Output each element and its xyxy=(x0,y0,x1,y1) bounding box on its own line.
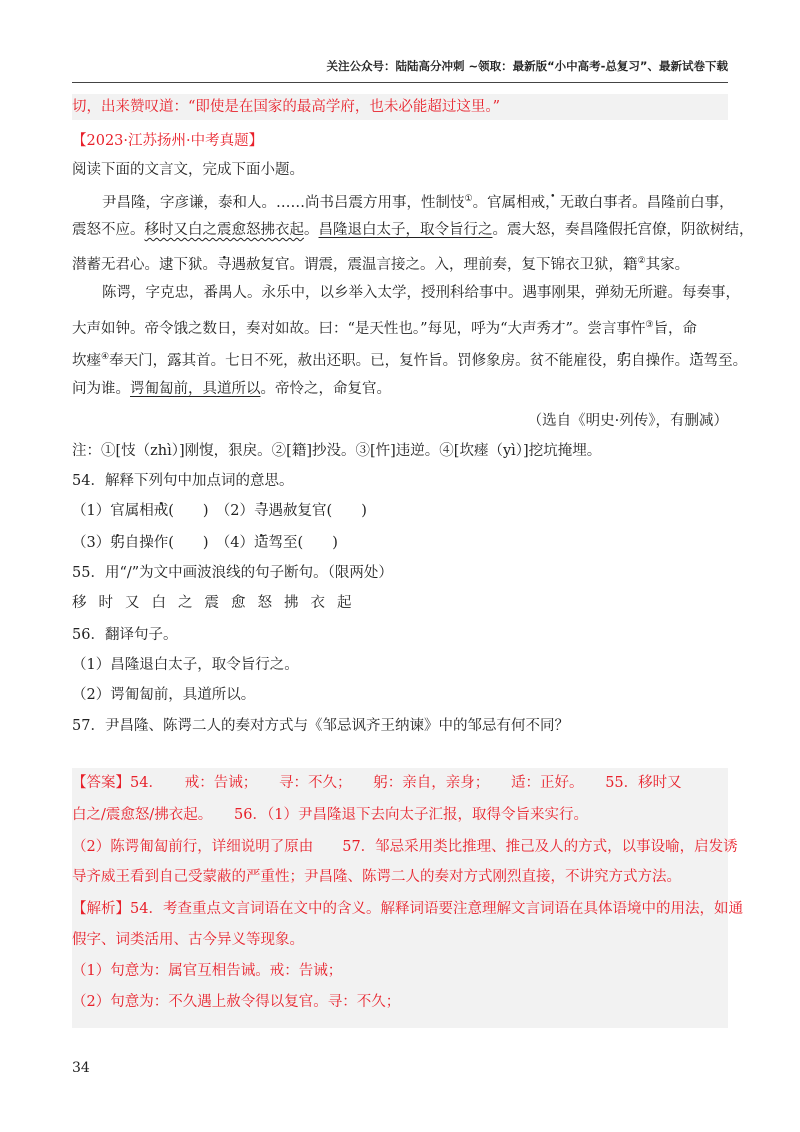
analysis-line1: 【解析】54．考查重点文言词语在文中的含义。解释词语要注意理解文言词语在具体语境中的用法，如通 xyxy=(72,901,743,917)
note-marker: ① xyxy=(464,194,473,204)
passage-p2-line4 xyxy=(72,376,728,402)
passage-p2-line1: 陈谔，字克忠，番禺人。永乐中，以乡举入太学，授刑科给事中。遇事刚果，弹劾无所避。每奏事， xyxy=(102,285,740,301)
text-span: 坎瘗 xyxy=(72,352,101,369)
source-tag: 【2023·江苏扬州·中考真题】 xyxy=(72,133,264,149)
instruction: 阅读下面的文言文，完成下面小题。 xyxy=(72,162,304,178)
question-57: 57．尹昌隆、陈谔二人的奏对方式与《邹忌讽齐王纳谏》中的邹忌有何不同？ xyxy=(72,718,569,734)
passage-source: （选自《明史·列传》，有删减） xyxy=(527,413,728,429)
text-span: 尹昌隆，字彦谦，泰和人。……尚书吕震方用事，性制忮 xyxy=(102,194,465,211)
text-span: （1）官属相 xyxy=(72,503,154,519)
question-54-row1 xyxy=(72,498,728,524)
dotted-word: 戒 xyxy=(530,194,546,211)
question-55-sentence: 移时又白之震愈怒拂衣起 xyxy=(72,595,364,611)
dotted-word: 适 xyxy=(689,352,704,369)
answer-line3: （2）陈谔匍匐前行，详细说明了原由 57．邹忌采用类比推理、推己及人的方式，以事设喻，启发诱 xyxy=(72,839,738,855)
text-span: 震怒不应。 xyxy=(72,222,145,238)
answer-line2: 白之/震愈怒/拂衣起。 56．（1）尹昌隆退下去向太子汇报，取得令旨来实行。 xyxy=(72,807,588,823)
dotted-word: 躬 xyxy=(110,535,125,551)
text-span: 驾至( ) xyxy=(268,535,338,551)
text-span: 潜蓄无君心。逮下狱。 xyxy=(72,256,217,273)
note-marker: ② xyxy=(637,256,646,266)
text-span: 自操作( ) （4） xyxy=(124,535,255,551)
answer-line4: 导齐威王看到自己受蒙蔽的严重性；尹昌隆、陈谔二人的奏对方式刚烈直接，不讲究方式方法。 xyxy=(72,869,681,885)
text-span: 遇赦复官( ) xyxy=(268,503,367,519)
text-span: 。帝怜之，命复官。 xyxy=(260,381,391,397)
question-56: 56．翻译句子。 xyxy=(72,627,178,643)
question-54: 54．解释下列句中加点词的意思。 xyxy=(72,473,294,489)
question-55: 55．用“/”为文中画波浪线的句子断句。（限两处） xyxy=(72,565,393,581)
passage-p2-line2 xyxy=(72,312,728,342)
top-answer-line: 切，出来赞叹道：“即使是在国家的最高学府，也未必能超过这里。” xyxy=(72,99,501,115)
passage-p1-line2 xyxy=(72,217,754,243)
question-56-2: （2）谔匍匐前，具道所以。 xyxy=(72,687,256,703)
analysis-line4: （2）句意为：不久遇上赦令得以复官。寻：不久； xyxy=(72,994,401,1010)
text-span: 驾至。 xyxy=(703,352,748,369)
dotted-word: 戒 xyxy=(153,503,169,519)
text-span: 问为谁。 xyxy=(72,381,130,397)
question-56-1: （1）昌隆退白太子，取令旨行之。 xyxy=(72,657,299,673)
passage-p2-line3 xyxy=(72,344,748,374)
dotted-word: 躬 xyxy=(616,352,632,369)
header-rule xyxy=(72,82,728,83)
note-marker: ③ xyxy=(645,320,654,330)
wavy-underlined-sentence: 移时又白之震愈怒拂衣起 xyxy=(144,222,304,238)
analysis-line2: 假字、词类活用、古今异义等现象。 xyxy=(72,932,304,948)
dotted-word: 寻 xyxy=(217,256,232,273)
passage-p1-line3 xyxy=(72,248,728,278)
question-54-row2 xyxy=(72,530,728,556)
dotted-word: 寻 xyxy=(254,503,269,519)
page-header: 关注公众号：陆陆高分冲刺 ~领取：最新版“小中高考-总复习”、最新试卷下载 xyxy=(326,59,728,73)
answer-line1: 【答案】54． 戒：告诫； 寻：不久； 躬：亲自，亲身； 适：正好。 55．移时又 xyxy=(72,775,682,791)
text-span: 其家。 xyxy=(645,256,690,273)
text-span: 自操作。 xyxy=(631,352,690,369)
text-span: ，无敢白事者。昌隆前白事， xyxy=(545,194,734,211)
text-span: 。震大怒，奏昌隆假托宫僚，阴欲树结， xyxy=(492,222,754,238)
text-span: 遇赦复官。谓震，震温言接之。入，理前奏，复下锦衣卫狱，籍 xyxy=(231,256,638,273)
text-span: 。官属相 xyxy=(472,194,531,211)
page-number: 34 xyxy=(72,1060,90,1076)
passage-p1-line1 xyxy=(72,186,734,216)
text-span: 。 xyxy=(304,222,319,238)
notes: 注：①[忮（zhì）]刚愎，狠戾。②[籍]抄没。③[忤]违逆。④[坎瘗（yì）]挖坑掩埋。 xyxy=(72,443,602,459)
text-span: 旨，命 xyxy=(653,320,697,337)
text-span: 奉天门，露其首。七日不死，赦出还职。已，复忤旨。罚修象房。贫不能雇役， xyxy=(109,352,617,369)
text-span: ( ) （2） xyxy=(168,503,255,519)
note-marker: ④ xyxy=(101,352,110,362)
underlined-sentence: 谔匍匐前，具道所以 xyxy=(130,381,261,397)
text-span: （3） xyxy=(72,535,111,551)
dotted-word: 适 xyxy=(254,535,269,551)
text-span: 大声如钟。帝令饿之数日，奏对如故。曰：“是天性也。”每见，呼为“大声秀才”。尝言事忤 xyxy=(72,320,646,337)
underlined-sentence: 昌隆退白太子，取令旨行之 xyxy=(318,222,493,238)
analysis-line3: （1）句意为：属官互相告诫。戒：告诫； xyxy=(72,963,343,979)
